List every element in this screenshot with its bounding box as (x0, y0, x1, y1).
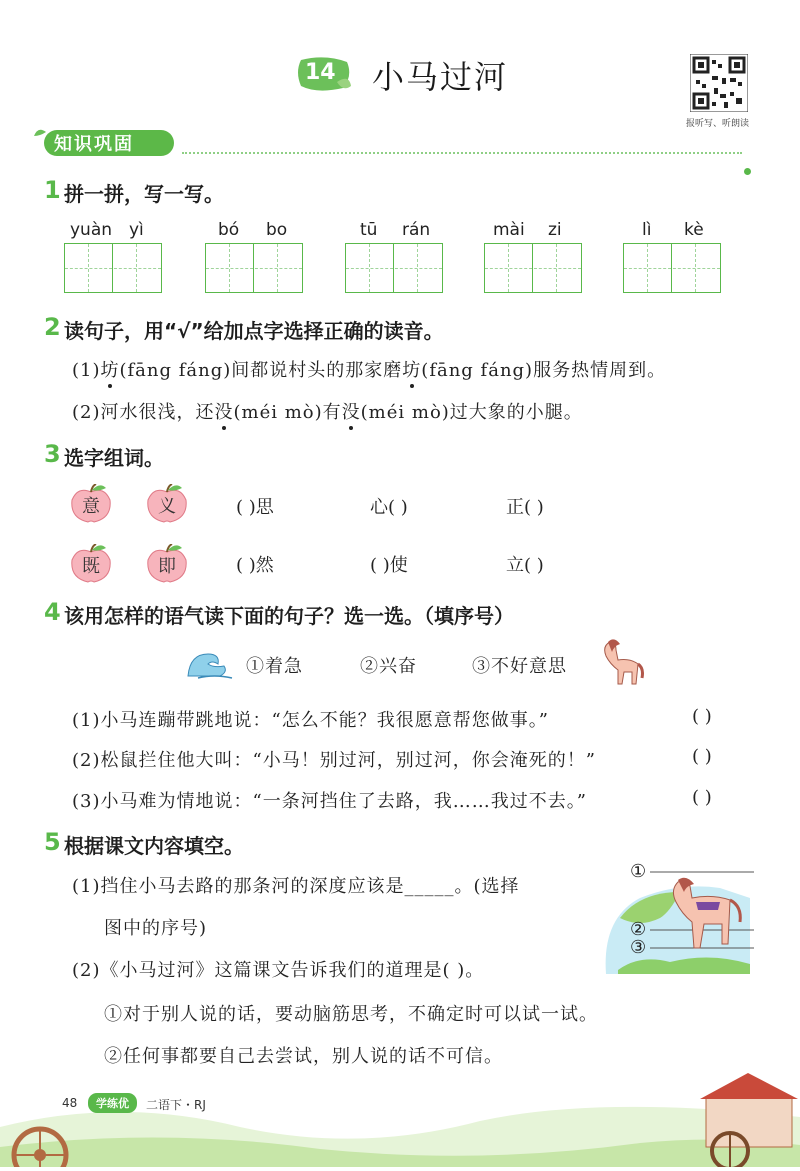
pinyin-5b: kè (684, 220, 704, 240)
q4-option-1: ①着急 (246, 656, 303, 677)
q5-option-2: ②任何事都要自己去尝试，别人说的话不可信。 (104, 1046, 503, 1067)
river-depth-illustration (600, 858, 760, 976)
apple-char-yi: 意 (70, 484, 112, 522)
q4-item-1: (1)小马连蹦带跳地说：“怎么不能？我很愿意帮您做事。” (72, 710, 549, 731)
apple-char-ji2: 即 (146, 544, 188, 582)
brand-badge: 学练优 (88, 1093, 137, 1113)
book-label: 二语下・RJ (146, 1098, 206, 1112)
divider-end-dot (744, 168, 751, 175)
q3-blank-3[interactable]: 正( ) (506, 497, 544, 518)
lesson-title: 小马过河 (372, 58, 509, 96)
writing-grid-4[interactable] (484, 243, 582, 293)
q5-title: 根据课文内容填空。 (64, 834, 244, 858)
q1-number: 1 (44, 176, 61, 204)
apple-char-yi2: 义 (146, 484, 188, 522)
lesson-number-badge (297, 56, 349, 90)
writing-grid-5[interactable] (623, 243, 721, 293)
q2-sentence-1: (1)坊(fāng fáng)间都说村头的那家磨坊(fāng fáng)服务热情周到。 (72, 356, 666, 382)
q5-sentence-2: (2)《小马过河》这篇课文告诉我们的道理是( )。 (72, 960, 485, 981)
pinyin-5a: lì (642, 220, 652, 240)
wave-icon (184, 648, 234, 682)
pinyin-1a: yuàn (70, 220, 113, 240)
writing-grid-2[interactable] (205, 243, 303, 293)
page-number: 48 (62, 1096, 78, 1110)
q1-title: 拼一拼，写一写。 (64, 182, 224, 206)
dotted-char: 没 (342, 398, 361, 424)
section-label: 知识巩固 (54, 134, 134, 155)
q2-title: 读句子，用“√”给加点字选择正确的读音。 (64, 319, 444, 343)
writing-grid-1[interactable] (64, 243, 162, 293)
qr-code[interactable] (690, 54, 748, 112)
dotted-char: 没 (215, 398, 234, 424)
q3-title: 选字组词。 (64, 446, 164, 470)
q3-blank-4[interactable]: ( )然 (236, 555, 274, 576)
q4-item-2: (2)松鼠拦住他大叫：“小马！别过河，别过河，你会淹死的！” (72, 750, 596, 771)
q4-option-3: ③不好意思 (472, 656, 567, 677)
q4-number: 4 (44, 598, 61, 626)
section-divider (182, 152, 742, 154)
q5-number: 5 (44, 828, 61, 856)
depth-marker-2: ② (630, 919, 647, 940)
q4-option-2: ②兴奋 (360, 656, 417, 677)
dotted-char: 坊 (402, 356, 421, 382)
q2-number: 2 (44, 313, 61, 341)
pony-icon (598, 638, 644, 688)
q3-number: 3 (44, 440, 61, 468)
q3-blank-1[interactable]: ( )思 (236, 497, 274, 518)
dotted-char: 坊 (101, 356, 120, 382)
pinyin-2b: bo (266, 220, 288, 240)
q3-blank-2[interactable]: 心( ) (370, 497, 408, 518)
q5-sentence-1b: 图中的序号) (104, 918, 208, 939)
q3-blank-5[interactable]: ( )使 (370, 555, 408, 576)
section-banner (32, 124, 182, 160)
depth-marker-1: ① (630, 861, 647, 882)
pinyin-4a: mài (493, 220, 525, 240)
writing-grid-3[interactable] (345, 243, 443, 293)
pinyin-3b: rán (402, 220, 431, 240)
q4-answer-1[interactable]: ( ) (692, 706, 712, 727)
depth-marker-3: ③ (630, 937, 647, 958)
pinyin-2a: bó (218, 220, 240, 240)
pinyin-4b: zi (548, 220, 562, 240)
q4-answer-2[interactable]: ( ) (692, 746, 712, 767)
q4-answer-3[interactable]: ( ) (692, 787, 712, 808)
pinyin-1b: yì (129, 220, 144, 240)
apple-char-ji: 既 (70, 544, 112, 582)
q2-sentence-2: (2)河水很浅，还没(méi mò)有没(méi mò)过大象的小腿。 (72, 398, 583, 424)
lesson-number: 14 (305, 60, 336, 85)
q4-item-3: (3)小马难为情地说：“一条河挡住了去路，我……我过不去。” (72, 791, 587, 812)
q5-sentence-1a: (1)挡住小马去路的那条河的深度应该是_____。(选择 (72, 876, 520, 897)
q3-blank-6[interactable]: 立( ) (506, 555, 544, 576)
pinyin-3a: tū (360, 220, 378, 240)
qr-caption: 报听写、听朗读 (686, 119, 750, 129)
q4-title: 该用怎样的语气读下面的句子？选一选。（填序号） (64, 604, 514, 628)
q5-option-1: ①对于别人说的话，要动脑筋思考，不确定时可以试一试。 (104, 1004, 598, 1025)
